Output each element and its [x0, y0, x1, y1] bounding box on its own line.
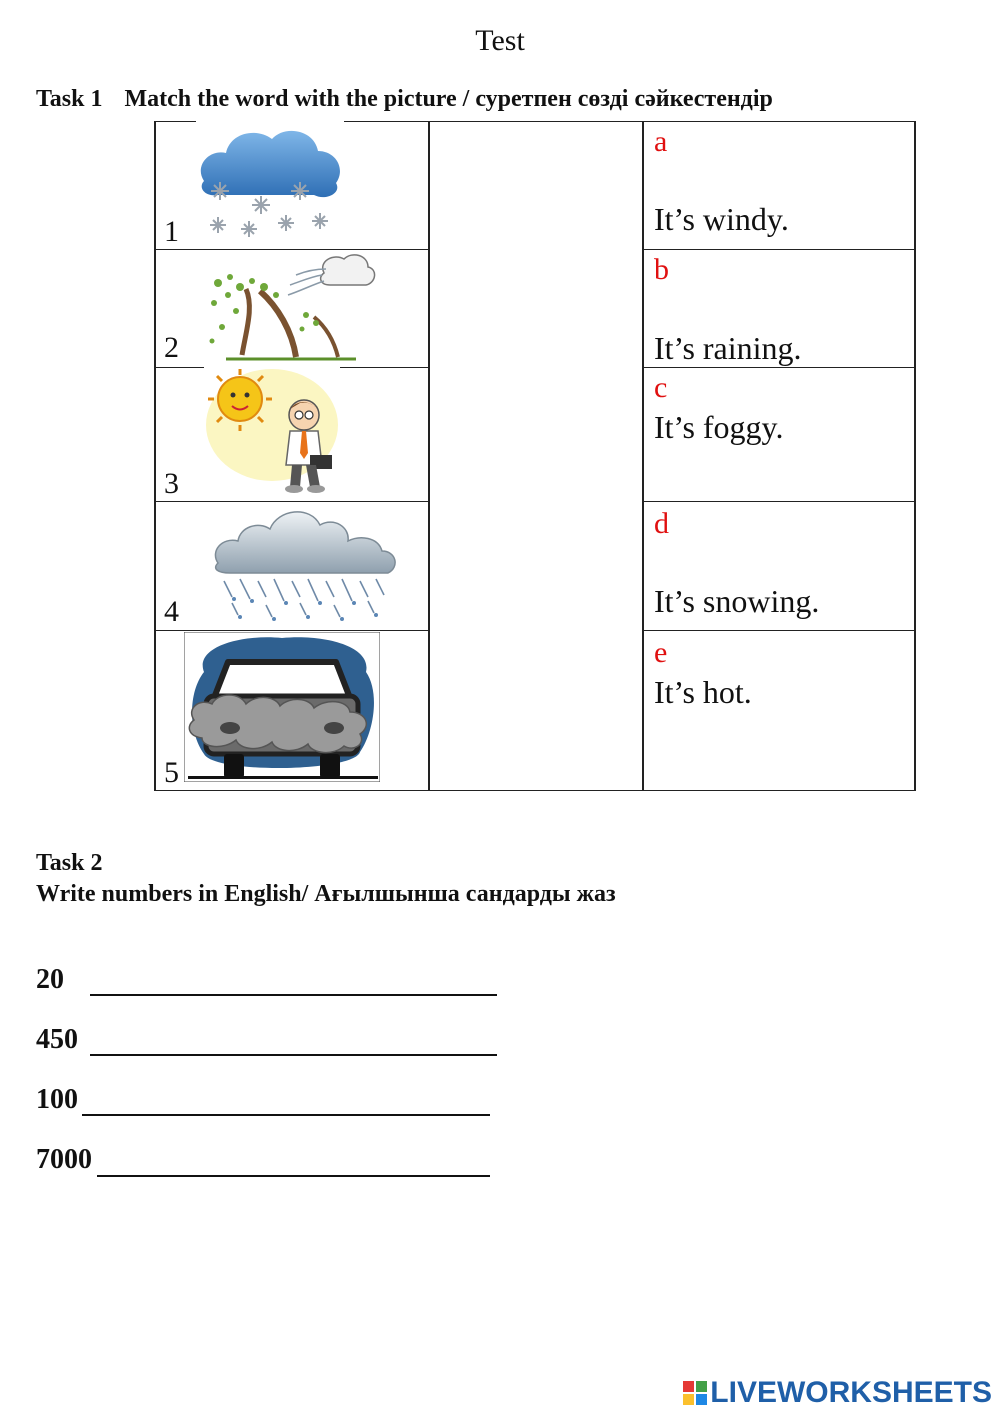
picture-cell-5	[154, 630, 428, 790]
option-text-b: It’s raining.	[654, 330, 802, 366]
number-label: 20	[36, 964, 64, 995]
picture-cell-3	[154, 367, 428, 501]
liveworksheets-logo	[683, 1376, 992, 1410]
option-row-b	[644, 249, 914, 367]
matching-answer-area[interactable]	[430, 121, 642, 791]
picture-cell-1	[154, 121, 428, 249]
answer-blank-7000[interactable]	[97, 1175, 490, 1177]
task2-instruction: Write numbers in English/ Ағылшынша сандарды жаз	[36, 881, 616, 907]
snow-cloud-icon	[194, 121, 344, 243]
liveworksheets-logo-icon	[683, 1381, 707, 1405]
option-text-d: It’s snowing.	[654, 583, 820, 619]
hot-sun-man-icon	[206, 369, 346, 495]
option-text-c: It’s foggy.	[654, 409, 784, 445]
number-label: 7000	[36, 1144, 92, 1175]
number-row-450	[36, 1024, 78, 1056]
option-letter-c: c	[654, 371, 668, 404]
option-text-a: It’s windy.	[654, 201, 789, 237]
option-letter-e: e	[654, 636, 668, 669]
task1-heading	[36, 86, 773, 113]
picture-number-2: 2	[164, 331, 179, 364]
option-letter-a: a	[654, 125, 668, 158]
option-row-c	[644, 367, 914, 501]
option-row-e	[644, 630, 914, 790]
task1-label: Task 1	[36, 86, 103, 112]
picture-cell-4	[154, 501, 428, 630]
picture-number-4: 4	[164, 595, 179, 628]
picture-number-5: 5	[164, 756, 179, 789]
rain-cloud-icon	[210, 501, 400, 621]
option-row-d	[644, 501, 914, 630]
number-row-7000	[36, 1144, 92, 1176]
brand-name: LIVEWORKSHEETS	[710, 1376, 992, 1409]
foggy-car-icon	[184, 632, 380, 782]
option-letter-b: b	[654, 253, 669, 286]
option-row-a	[644, 121, 914, 249]
page-title: Test	[475, 24, 525, 57]
number-row-100	[36, 1084, 78, 1116]
option-letter-d: d	[654, 507, 669, 540]
picture-cell-2	[154, 249, 428, 367]
number-label: 450	[36, 1024, 78, 1055]
task1-instruction: Match the word with the picture / суретпен сөзді сәйкестендір	[124, 86, 773, 112]
answer-blank-450[interactable]	[90, 1054, 497, 1056]
number-label: 100	[36, 1084, 78, 1115]
option-text-e: It’s hot.	[654, 674, 752, 710]
picture-number-3: 3	[164, 467, 179, 500]
matching-table	[154, 121, 916, 791]
number-row-20	[36, 964, 64, 996]
windy-trees-icon	[206, 251, 382, 361]
picture-number-1: 1	[164, 215, 179, 248]
answer-blank-100[interactable]	[82, 1114, 490, 1116]
answer-blank-20[interactable]	[90, 994, 497, 996]
task2-heading	[36, 848, 616, 910]
task2-label: Task 2	[36, 850, 103, 876]
